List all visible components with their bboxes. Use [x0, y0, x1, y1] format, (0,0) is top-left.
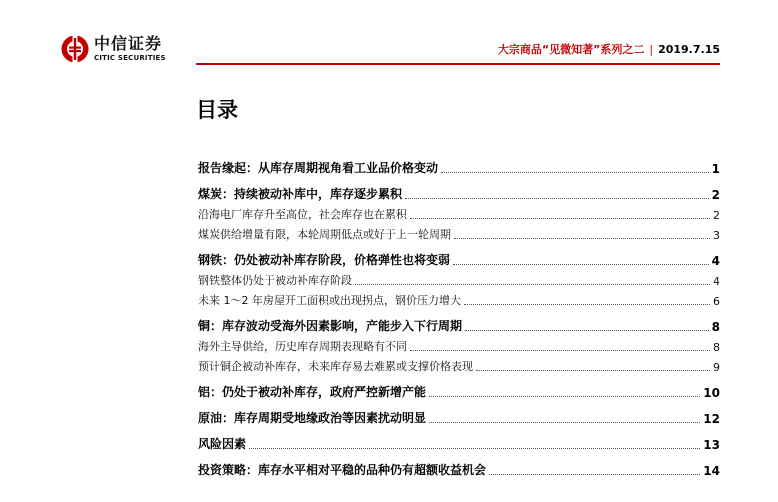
toc-entry-title: 原油：库存周期受地缘政治等因素扰动明显 [198, 411, 427, 425]
logo-chinese-name: 中信证券 [94, 34, 163, 53]
toc-entry-page: 1 [711, 162, 720, 176]
toc-entry-page: 8 [711, 320, 720, 334]
dot-leader [464, 303, 710, 305]
toc-entry[interactable] [198, 458, 720, 478]
toc-subentry-title: 钢铁整体仍处于被动补库存阶段 [198, 274, 352, 287]
dot-leader [454, 237, 710, 239]
toc-entry-title: 铝：仍处于被动补库存，政府严控新增产能 [198, 385, 427, 399]
toc-entry[interactable] [198, 406, 720, 426]
toc-entry[interactable] [198, 432, 720, 452]
dot-leader [429, 395, 700, 397]
toc-subentry[interactable] [198, 202, 720, 222]
dot-leader [441, 171, 709, 173]
toc-subentry-page: 8 [713, 341, 720, 354]
toc-subentry-title: 预计铜企被动补库存，未来库存易去难累或支撑价格表现 [198, 360, 473, 373]
citic-logo-icon [60, 34, 90, 64]
toc-subentry-page: 6 [713, 295, 720, 308]
dot-leader [489, 473, 700, 475]
toc-entry[interactable] [198, 156, 720, 176]
dot-leader [249, 447, 700, 449]
toc-entry-title: 风险因素 [198, 437, 247, 451]
dot-leader [465, 329, 709, 331]
toc-entry-page: 14 [703, 464, 720, 478]
dot-leader [355, 283, 710, 285]
toc-subentry-title: 海外主导供给，历史库存周期表现略有不同 [198, 340, 407, 353]
dot-leader [405, 197, 709, 199]
toc-entry-title: 投资策略：库存水平相对平稳的品种仍有超额收益机会 [198, 463, 487, 477]
toc-title: 目录 [196, 98, 238, 122]
dot-leader [410, 349, 710, 351]
report-header [498, 41, 720, 57]
header-divider [196, 63, 720, 65]
toc-entry-page: 10 [703, 386, 720, 400]
header-separator: | [649, 42, 654, 56]
toc-entry-page: 4 [711, 254, 720, 268]
toc-subentry[interactable] [198, 288, 720, 308]
toc-entry[interactable] [198, 380, 720, 400]
dot-leader [410, 217, 710, 219]
toc-subentry-title: 煤炭供给增量有限，本轮周期低点或好于上一轮周期 [198, 228, 451, 241]
toc-subentry-title: 沿海电厂库存升至高位，社会库存也在累积 [198, 208, 407, 221]
toc-subentry-page: 2 [713, 209, 720, 222]
toc-entry-title: 煤炭：持续被动补库中，库存逐步累积 [198, 187, 403, 201]
report-date: 2019.7.15 [658, 42, 720, 56]
toc-entry[interactable] [198, 248, 720, 268]
logo-english-name: CITIC SECURITIES [94, 54, 166, 62]
toc-subentry-page: 9 [713, 361, 720, 374]
toc-entry-title: 铜：库存波动受海外因素影响，产能步入下行周期 [198, 319, 463, 333]
company-logo [60, 34, 166, 64]
toc-entry-page: 2 [711, 188, 720, 202]
toc-subentry[interactable] [198, 334, 720, 354]
report-series: 大宗商品“见微知著”系列之二 [497, 43, 645, 56]
table-of-contents [198, 156, 720, 478]
toc-subentry-title: 未来 1～2 年房屋开工面积或出现拐点，钢价压力增大 [198, 294, 461, 307]
dot-leader [429, 421, 700, 423]
toc-subentry-page: 4 [713, 275, 720, 288]
toc-subentry[interactable] [198, 268, 720, 288]
toc-entry-page: 13 [703, 438, 720, 452]
dot-leader [476, 369, 710, 371]
toc-subentry[interactable] [198, 354, 720, 374]
toc-entry-title: 钢铁：仍处被动补库存阶段，价格弹性也将变弱 [198, 253, 451, 267]
toc-entry-title: 报告缘起：从库存周期视角看工业品价格变动 [198, 161, 439, 175]
dot-leader [453, 263, 709, 265]
toc-subentry-page: 3 [713, 229, 720, 242]
toc-entry[interactable] [198, 314, 720, 334]
toc-entry[interactable] [198, 182, 720, 202]
toc-subentry[interactable] [198, 222, 720, 242]
toc-entry-page: 12 [703, 412, 720, 426]
